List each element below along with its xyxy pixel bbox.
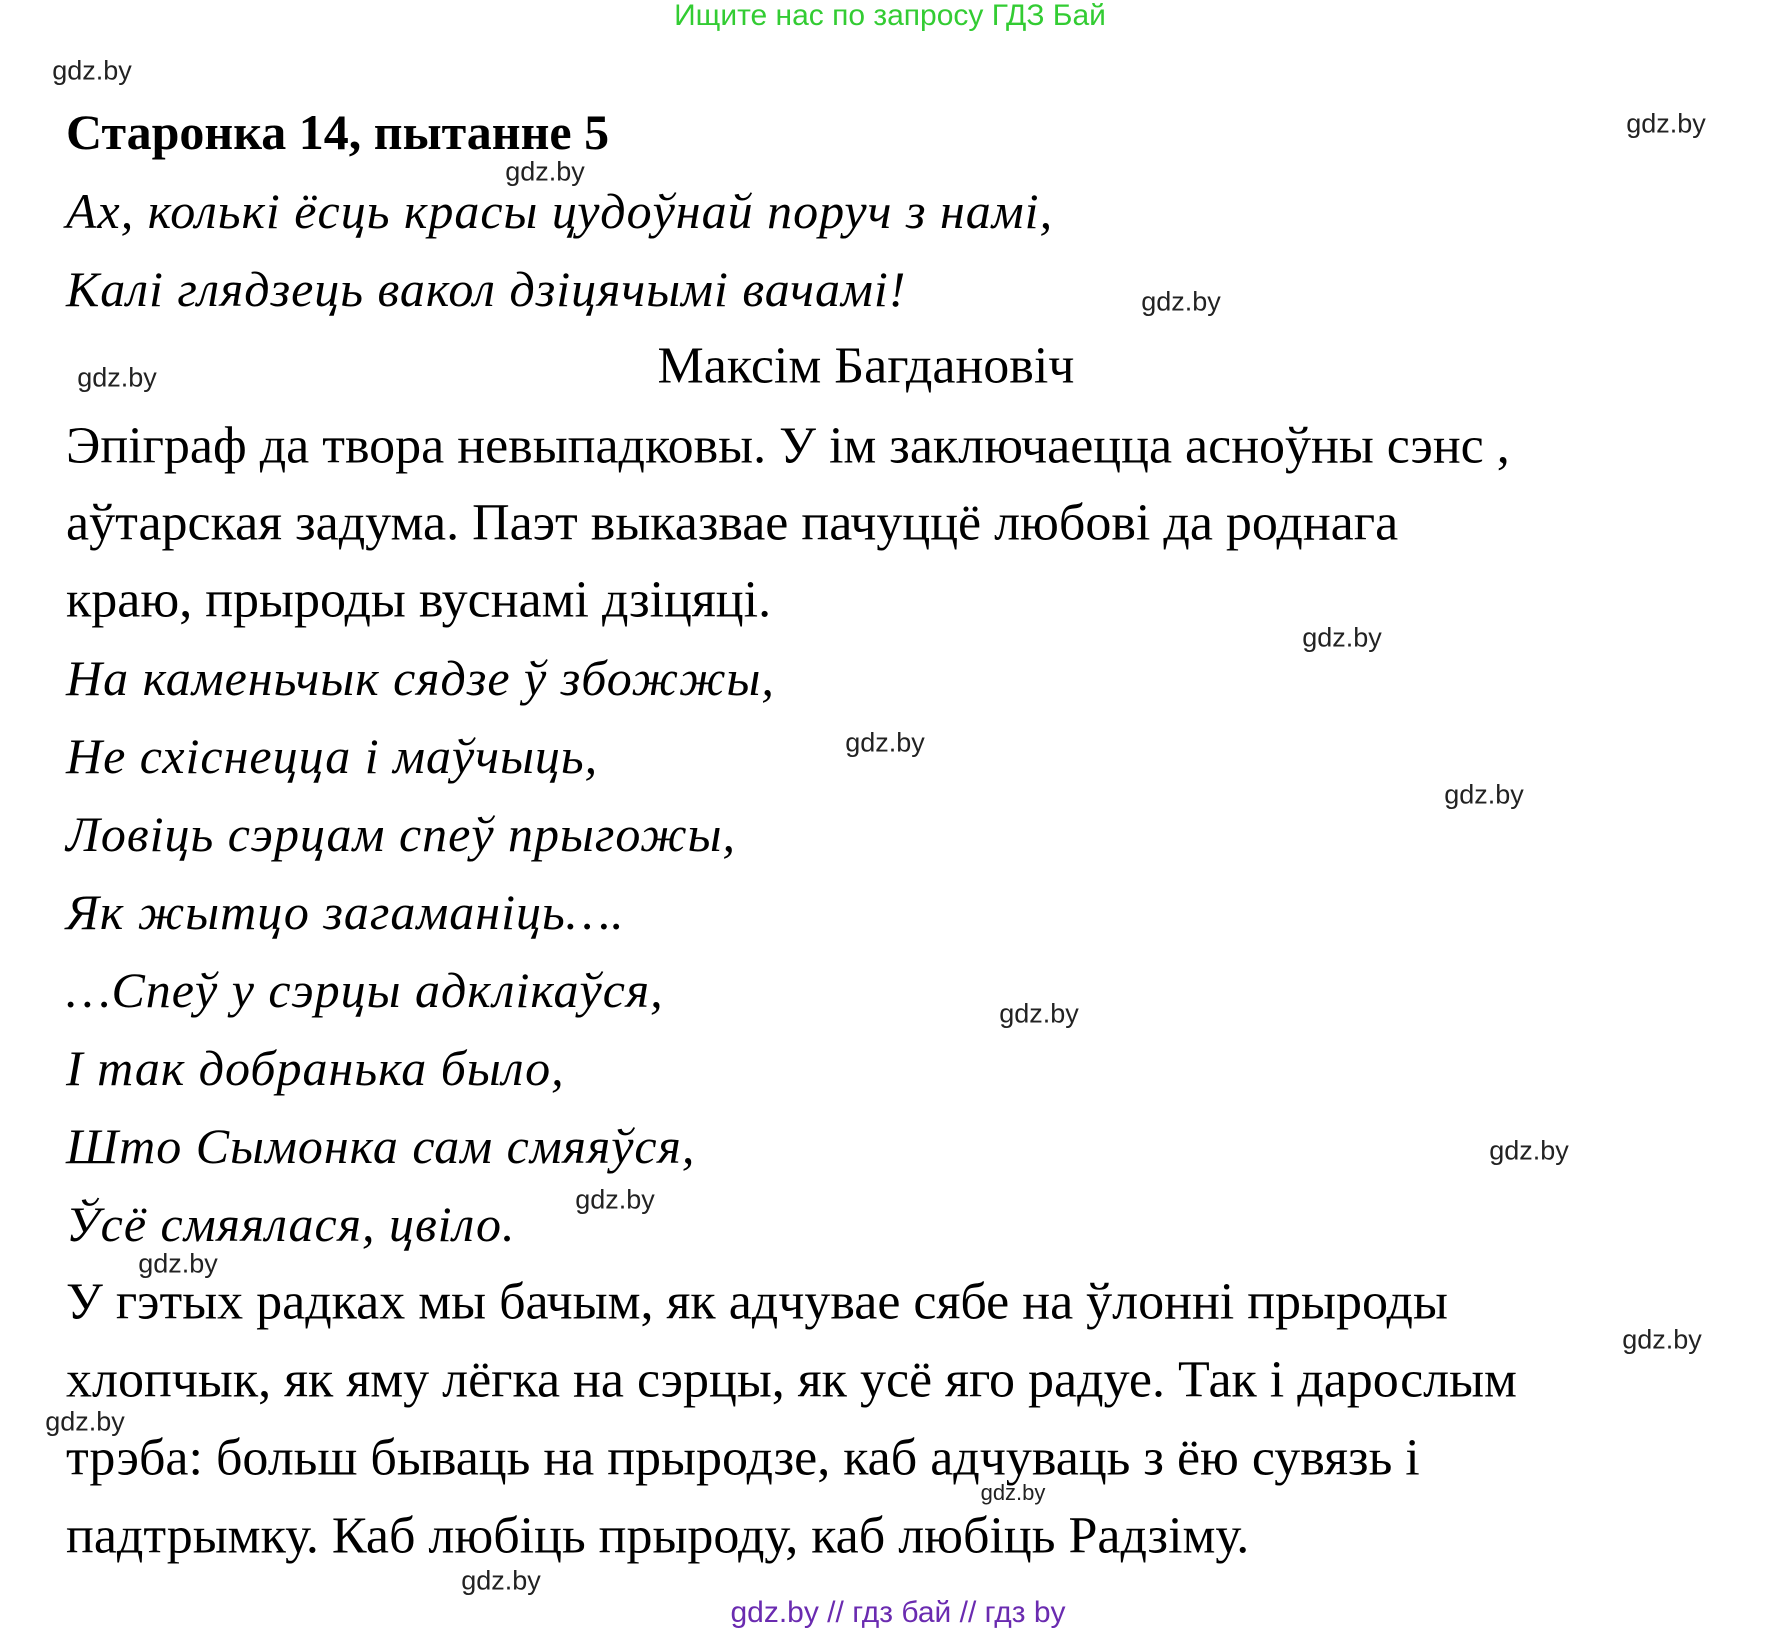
page-title: Старонка 14, пытанне 5	[66, 104, 610, 160]
watermark: gdz.by	[1626, 108, 1706, 139]
prose-line: трэба: больш бываць на прыродзе, каб адчуваць з ёю сувязь і	[66, 1429, 1420, 1487]
watermark: gdz.by	[52, 55, 132, 86]
watermark: gdz.by	[461, 1565, 541, 1596]
prose-line: аўтарская задума. Паэт выказвае пачуццё любові да роднага	[66, 494, 1399, 552]
watermark: gdz.by	[45, 1406, 125, 1437]
epigraph-line: Ах, колькі ёсць красы цудоўнай поруч з намі,	[66, 183, 1054, 239]
watermark: gdz.by	[505, 156, 585, 187]
epigraph-line: Калі глядзець вакол дзіцячымі вачамі!	[66, 261, 907, 317]
poem-line: Ловіць сэрцам спеў прыгожы,	[66, 806, 737, 862]
watermark: gdz.by	[575, 1184, 655, 1215]
poem-line: Што Сымонка сам смяяўся,	[66, 1118, 696, 1174]
watermark: gdz.by	[980, 1480, 1046, 1505]
watermark: gdz.by	[999, 998, 1079, 1029]
watermark: gdz.by	[1622, 1324, 1702, 1355]
poem-line: Не схіснецца і маўчыць,	[66, 728, 599, 784]
prose-line: хлопчык, як яму лёгка на сэрцы, як усё яго радуе. Так і дарослым	[66, 1351, 1517, 1409]
prose-line: падтрымку. Каб любіць прыроду, каб любіць Радзіму.	[66, 1507, 1250, 1565]
watermark: gdz.by	[845, 727, 925, 758]
prose-line: краю, прыроды вуснамі дзіцяці.	[66, 571, 772, 629]
poem-line: І так добранька было,	[66, 1040, 565, 1096]
watermark: gdz.by	[77, 362, 157, 393]
watermark: gdz.by	[1141, 286, 1221, 317]
prose-line: У гэтых радках мы бачым, як адчувае сябе на ўлонні прыроды	[66, 1273, 1448, 1331]
poem-line: …Спеў у сэрцы адклікаўся,	[66, 962, 664, 1018]
footer-links[interactable]: gdz.by // гдз бай // гдз by	[730, 1596, 1066, 1629]
watermark: gdz.by	[1489, 1135, 1569, 1166]
prose-line: Эпіграф да твора невыпадковы. У ім заключаецца асноўны сэнс ,	[66, 417, 1510, 475]
poem-line: Як жытцо загаманіць….	[66, 884, 625, 940]
watermark: gdz.by	[1444, 779, 1524, 810]
epigraph-author: Максім Багдановіч	[657, 337, 1075, 395]
header-banner[interactable]: Ищите нас по запросу ГДЗ Бай	[674, 0, 1106, 32]
poem-line: На каменьчык сядзе ў збожжы,	[66, 650, 775, 706]
watermark: gdz.by	[1302, 622, 1382, 653]
poem-line: Ўсё смяялася, цвіло.	[66, 1196, 516, 1252]
watermark: gdz.by	[138, 1248, 218, 1279]
